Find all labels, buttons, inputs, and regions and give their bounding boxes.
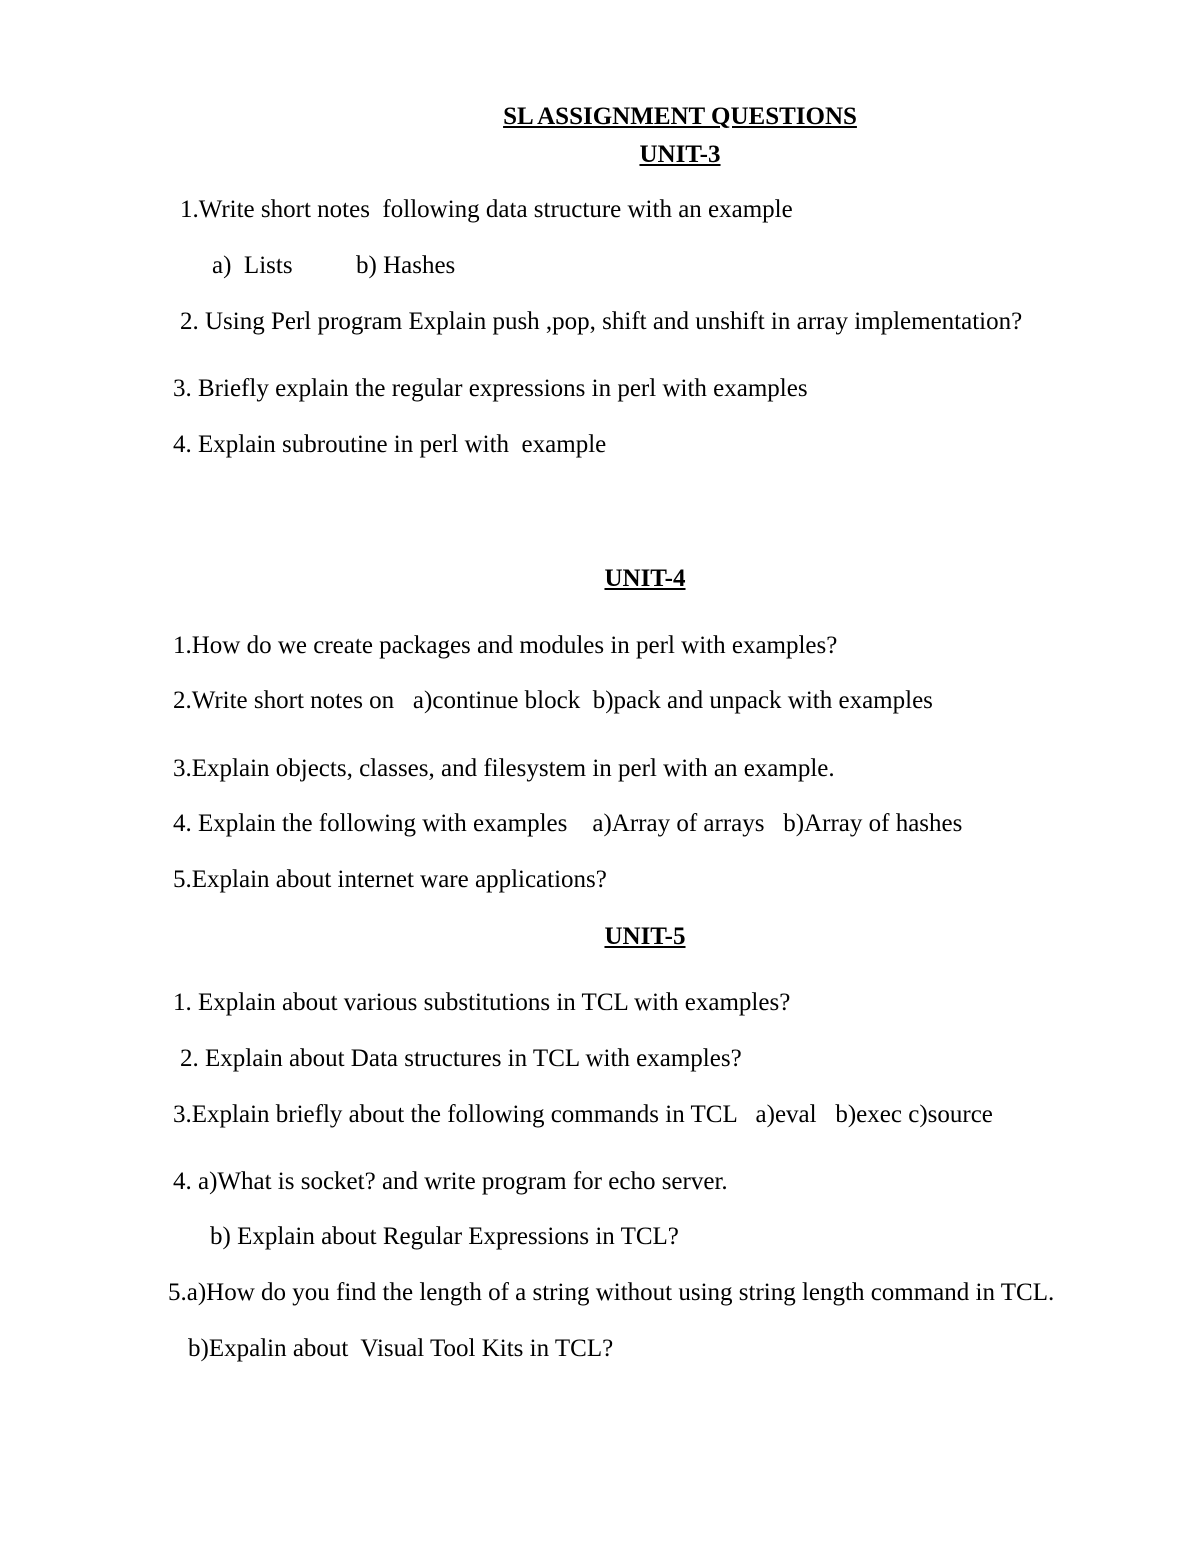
unit-3-heading: UNIT-3	[639, 141, 721, 168]
unit-3-question-1: 1.Write short notes following data structure with an example	[180, 196, 793, 223]
unit-4-heading: UNIT-4	[604, 565, 686, 592]
unit-5-question-4b: b) Explain about Regular Expressions in TCL?	[210, 1223, 679, 1250]
unit-4-question-4: 4. Explain the following with examples a)Array of arrays b)Array of hashes	[173, 810, 963, 837]
unit-4-question-1: 1.How do we create packages and modules in perl with examples?	[173, 632, 838, 659]
unit-5-question-1: 1. Explain about various substitutions in TCL with examples?	[173, 989, 791, 1016]
unit-5-heading: UNIT-5	[604, 923, 686, 950]
unit-5-question-3: 3.Explain briefly about the following commands in TCL a)eval b)exec c)source	[173, 1101, 993, 1128]
unit-5-question-2: 2. Explain about Data structures in TCL with examples?	[180, 1045, 742, 1072]
unit-5-question-5b: b)Expalin about Visual Tool Kits in TCL?	[188, 1335, 614, 1362]
unit-4-question-5: 5.Explain about internet ware applications?	[173, 866, 607, 893]
unit-5-question-5a: 5.a)How do you find the length of a string without using string length command in TCL.	[168, 1279, 1055, 1306]
unit-3-question-3: 3. Briefly explain the regular expressions in perl with examples	[173, 375, 808, 402]
unit-3-question-1b: b) Hashes	[356, 252, 456, 279]
unit-3-question-2: 2. Using Perl program Explain push ,pop, shift and unshift in array implementation?	[180, 308, 1023, 335]
unit-5-question-4a: 4. a)What is socket? and write program for echo server.	[173, 1168, 728, 1195]
unit-4-question-3: 3.Explain objects, classes, and filesystem in perl with an example.	[173, 755, 835, 782]
document-title: SL ASSIGNMENT QUESTIONS	[503, 103, 857, 130]
unit-4-question-2: 2.Write short notes on a)continue block b)pack and unpack with examples	[173, 687, 933, 714]
unit-3-question-1a: a) Lists	[212, 252, 293, 279]
unit-3-question-4: 4. Explain subroutine in perl with example	[173, 431, 607, 458]
